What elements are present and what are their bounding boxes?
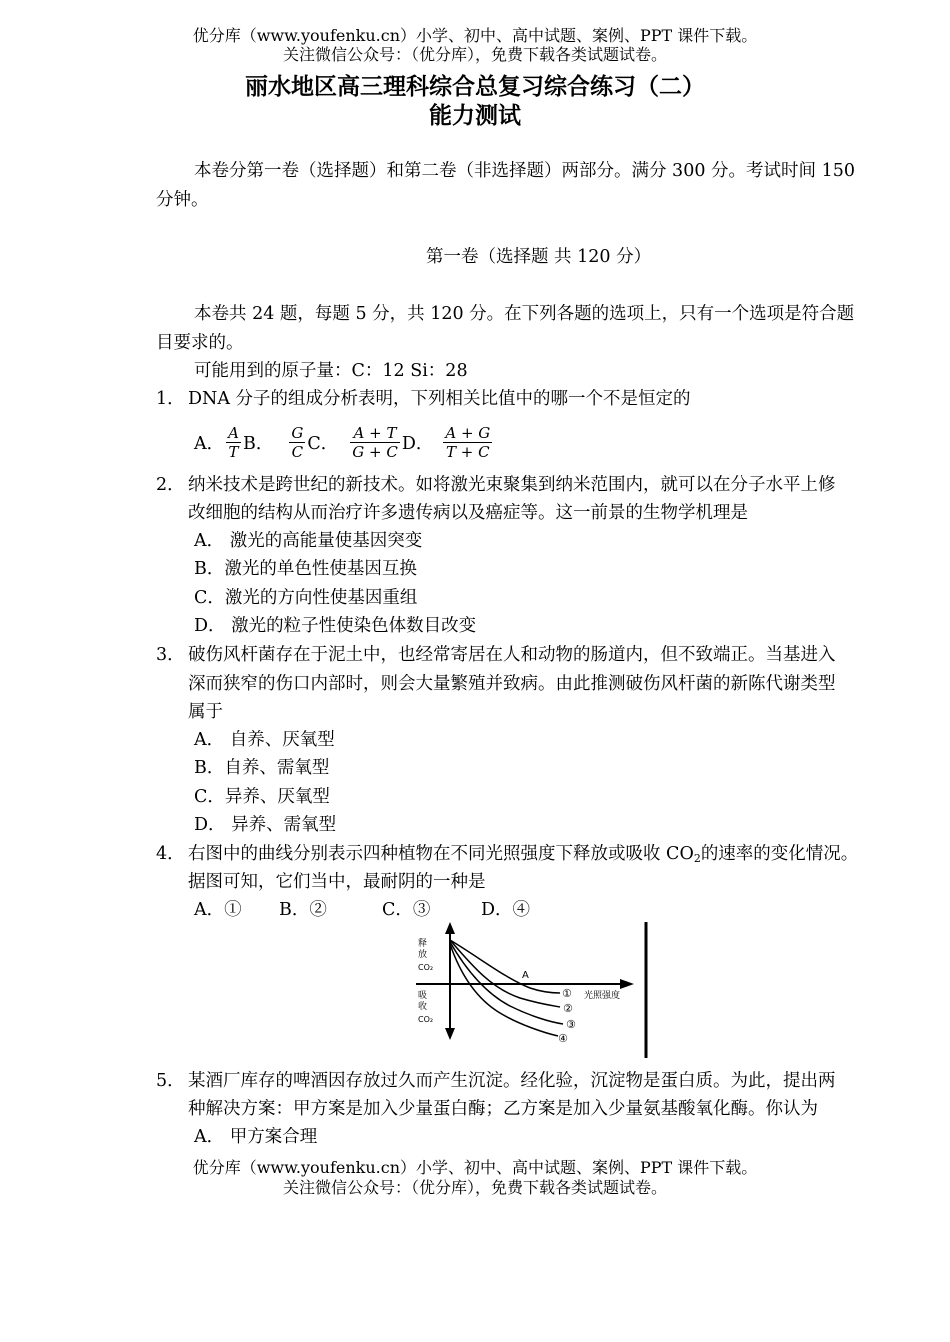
question-5-number: 5．	[156, 1071, 185, 1091]
q1-option-c-denominator: G + C	[352, 442, 398, 461]
q1-option-a-denominator: T	[228, 442, 239, 461]
x-axis-arrow	[620, 979, 634, 989]
q4-stem-subscript: 2	[693, 852, 701, 865]
page-subtitle: 能力测试	[429, 103, 521, 129]
question-4-stem-line-1	[188, 843, 858, 870]
question-2-stem-line-2: 改细胞的结构从而治疗许多遗传病以及癌症等。这一前景的生物学机理是	[188, 503, 748, 523]
ylabel-top-2: 放	[418, 950, 428, 960]
curve-label-3: ③	[566, 1018, 576, 1031]
ylabel-top-3: CO₂	[418, 963, 434, 972]
question-4-stem-line-2: 据图可知，它们当中，最耐阴的一种是	[188, 872, 486, 892]
question-2-option-b: B．激光的单色性使基因互换	[194, 559, 417, 579]
q1-option-c-numerator: A + T	[350, 424, 400, 443]
question-3-option-a: A． 自养、厌氧型	[194, 730, 335, 750]
q1-option-c-fraction	[350, 424, 400, 461]
question-4-option-a: A．①	[194, 900, 242, 920]
intro-line-1: 本卷分第一卷（选择题）和第二卷（非选择题）两部分。满分 300 分。考试时间 150	[194, 161, 855, 181]
question-3-option-c: C．异养、厌氧型	[194, 787, 330, 807]
section-desc-line-2: 目要求的。	[156, 333, 244, 353]
point-a-label: A	[522, 970, 529, 981]
page-title: 丽水地区高三理科综合总复习综合练习（二）	[245, 74, 705, 100]
q1-option-b-numerator: G	[291, 423, 304, 442]
y-axis-arrow-bottom	[445, 1028, 455, 1040]
header-line-1: 优分库（www.youfenku.cn）小学、初中、高中试题、案例、PPT 课件下载。	[192, 26, 758, 45]
q1-option-b-fraction	[289, 424, 305, 461]
section-desc-line-1: 本卷共 24 题，每题 5 分，共 120 分。在下列各题的选项上，只有一个选项是符合题	[194, 304, 855, 324]
q1-option-b-label: B．	[242, 433, 274, 454]
ylabel-bottom-1: 吸	[418, 991, 428, 1001]
section-heading: 第一卷（选择题 共 120 分）	[426, 247, 652, 267]
question-1-options	[194, 418, 494, 466]
q1-option-c-label: C．	[307, 433, 339, 454]
question-3-option-b: B．自养、需氧型	[194, 758, 330, 778]
question-1-stem: DNA 分子的组成分析表明，下列相关比值中的哪一个不是恒定的	[188, 389, 691, 409]
curve-label-4: ④	[558, 1032, 568, 1045]
q4-figure	[410, 918, 655, 1063]
q1-option-d-numerator: A + G	[445, 423, 491, 442]
q1-option-d-denominator: T + C	[446, 442, 490, 461]
question-1-number: 1．	[156, 389, 185, 409]
question-4-option-c: C．③	[382, 900, 431, 920]
q4-stem-pre: 右图中的曲线分别表示四种植物在不同光照强度下释放或吸收 CO	[188, 844, 694, 864]
atomic-mass-line: 可能用到的原子量：C：12 Si：28	[194, 361, 468, 381]
question-3-number: 3．	[156, 645, 185, 665]
question-4-option-b: B．②	[279, 900, 327, 920]
question-2-number: 2．	[156, 475, 185, 495]
question-3-option-d: D． 异养、需氧型	[194, 815, 337, 835]
x-axis-label: 光照强度	[584, 991, 621, 1001]
question-5-option-a: A． 甲方案合理	[194, 1127, 318, 1147]
q1-option-b-denominator: C	[291, 442, 304, 461]
q1-option-d-label: D．	[401, 433, 434, 454]
header-line-2: 关注微信公众号：（优分库），免费下载各类试题试卷。	[282, 45, 667, 64]
ylabel-top-1: 释	[418, 939, 428, 949]
q1-option-a-label: A．	[194, 433, 225, 454]
question-3-stem-line-1: 破伤风杆菌存在于泥土中，也经常寄居在人和动物的肠道内，但不致端正。当基进入	[188, 645, 836, 665]
footer-line-1: 优分库（www.youfenku.cn）小学、初中、高中试题、案例、PPT 课件下载。	[192, 1158, 758, 1177]
question-5-stem-line-1: 某酒厂库存的啤酒因存放过久而产生沉淀。经化验，沉淀物是蛋白质。为此，提出两	[188, 1071, 836, 1091]
question-4-option-d: D．④	[481, 900, 531, 920]
q4-stem-post: 的速率的变化情况。	[700, 844, 859, 864]
question-3-stem-line-3: 属于	[188, 702, 223, 722]
question-2-option-d: D． 激光的粒子性使染色体数目改变	[194, 616, 477, 636]
ylabel-bottom-3: CO₂	[418, 1015, 434, 1024]
q1-option-d-fraction	[443, 424, 492, 461]
ylabel-bottom-2: 收	[418, 1002, 428, 1012]
footer-line-2: 关注微信公众号：（优分库），免费下载各类试题试卷。	[282, 1178, 667, 1197]
question-5-stem-line-2: 种解决方案：甲方案是加入少量蛋白酶；乙方案是加入少量氨基酸氧化酶。你认为	[188, 1099, 818, 1119]
y-axis-arrow-top	[445, 922, 455, 934]
curve-label-2: ②	[563, 1002, 573, 1015]
question-2-option-c: C．激光的方向性使基因重组	[194, 588, 418, 608]
question-4-number: 4．	[156, 844, 185, 864]
intro-line-2: 分钟。	[156, 190, 209, 210]
q1-option-a-fraction	[226, 424, 241, 461]
q1-option-a-numerator: A	[228, 423, 239, 442]
question-2-stem-line-1: 纳米技术是跨世纪的新技术。如将激光束聚集到纳米范围内，就可以在分子水平上修	[188, 475, 836, 495]
curve-label-1: ①	[562, 987, 572, 1000]
question-2-option-a: A． 激光的高能量使基因突变	[194, 531, 423, 551]
question-3-stem-line-2: 深而狭窄的伤口内部时，则会大量繁殖并致病。由此推测破伤风杆菌的新陈代谢类型	[188, 674, 836, 694]
